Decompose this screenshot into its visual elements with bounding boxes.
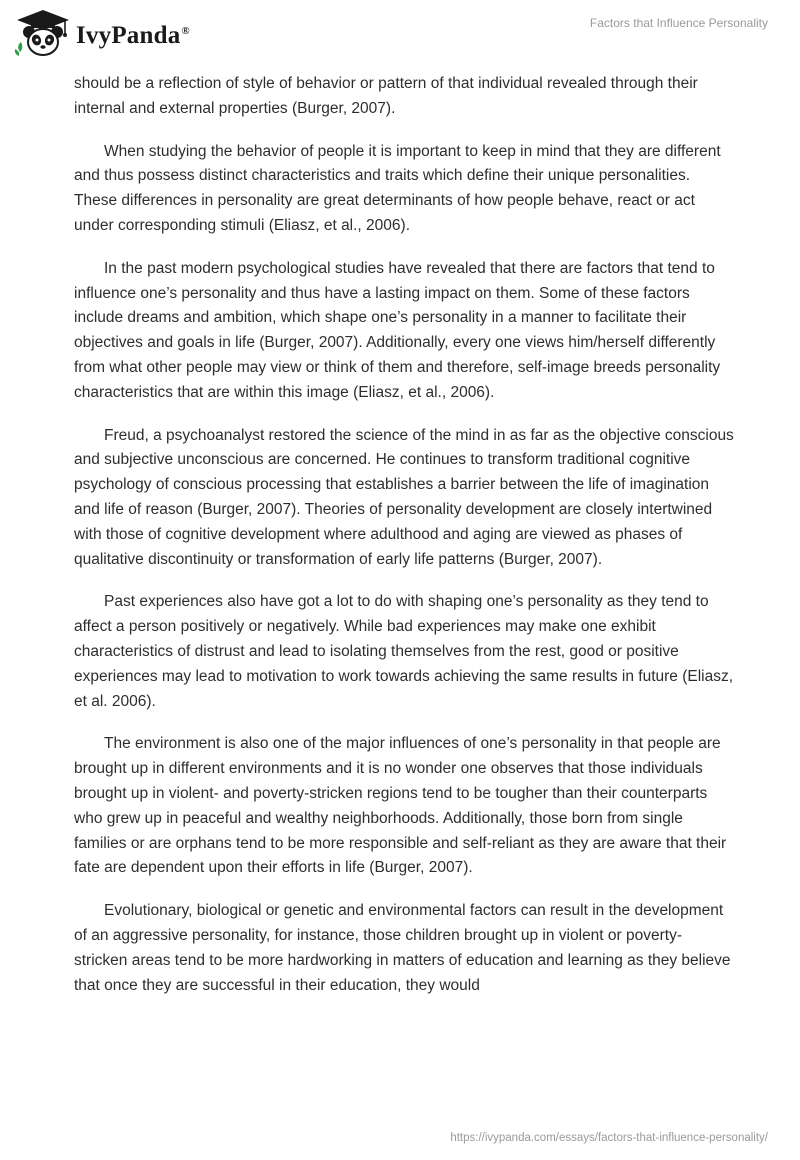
paragraph-7: Evolutionary, biological or genetic and environmental factors can result in the development of an aggressive personality, for instance, those children brought up in violent or poverty-stricken areas tend to be more hardworking in matters of education and learning as they believe that once they are successful in their education, they would (74, 902, 731, 994)
registered-mark: ® (181, 24, 190, 37)
paragraph-4: Freud, a psychoanalyst restored the science of the mind in as far as the objective conscious and subjective unconscious are concerned. He continues to transform traditional cognitive psychology of conscious processing that establishes a barrier between the life of imagination and life of reason (Burger, 2007). Theories of personality development are closely intertwined with those of cognitive development where adulthood and aging are viewed as phases of qualitative discontinuity or transformation of early life patterns (Burger, 2007). (74, 426, 734, 568)
document-title: Factors that Influence Personality (589, 16, 768, 30)
paragraph-2: When studying the behavior of people it is important to keep in mind that they are different and thus possess distinct characteristics and traits which define their unique personalities. These differences in personality are great determinants of how people behave, react or act under corresponding stimuli (Eliasz, et al., 2006). (74, 142, 721, 234)
paragraph-1: should be a reflection of style of behavior or pattern of that individual revealed through their internal and external properties (Burger, 2007). (74, 75, 698, 117)
brand-name: IvyPanda® (76, 22, 190, 49)
paragraph-3: In the past modern psychological studies have revealed that there are factors that tend to influence one’s personality and thus have a lasting impact on them. Some of these factors include dreams and ambition, which shape one’s personality in a manner to facilitate their objectives and goals in life (Burger, 2007). Additionally, every one views him/herself differently from what other people may view or think of them and therefore, self-image breeds personality characteristics that are within this image (Eliasz, et al., 2006). (74, 259, 721, 401)
source-url[interactable]: https://ivypanda.com/essays/factors-that-influence-personality/ (450, 1132, 768, 1144)
essay-body (74, 72, 734, 1016)
paragraph-6: The environment is also one of the major influences of one’s personality in that people are brought up in different environments and it is no wonder one observes that those individuals brought up in violent- and poverty-stricken regions tend to be tougher than their counterparts who grew up in peaceful and wealthy neighborhoods. Additionally, those born from single families or are orphans tend to be more responsible and self-reliant as they are aware that their fate are dependent upon their efforts in life (Burger, 2007). (74, 735, 727, 877)
paragraph-5: Past experiences also have got a lot to do with shaping one’s personality as they tend to affect a person positively or negatively. While bad experiences may make one exhibit characteristics of distrust and lead to isolating themselves from the rest, good or positive experiences may lead to motivation to work towards achieving the same results in future (Eliasz, et al. 2006). (74, 593, 734, 710)
panda-graduation-cap-icon (14, 8, 72, 60)
page-header (0, 0, 800, 70)
ivypanda-logo[interactable] (14, 8, 190, 60)
